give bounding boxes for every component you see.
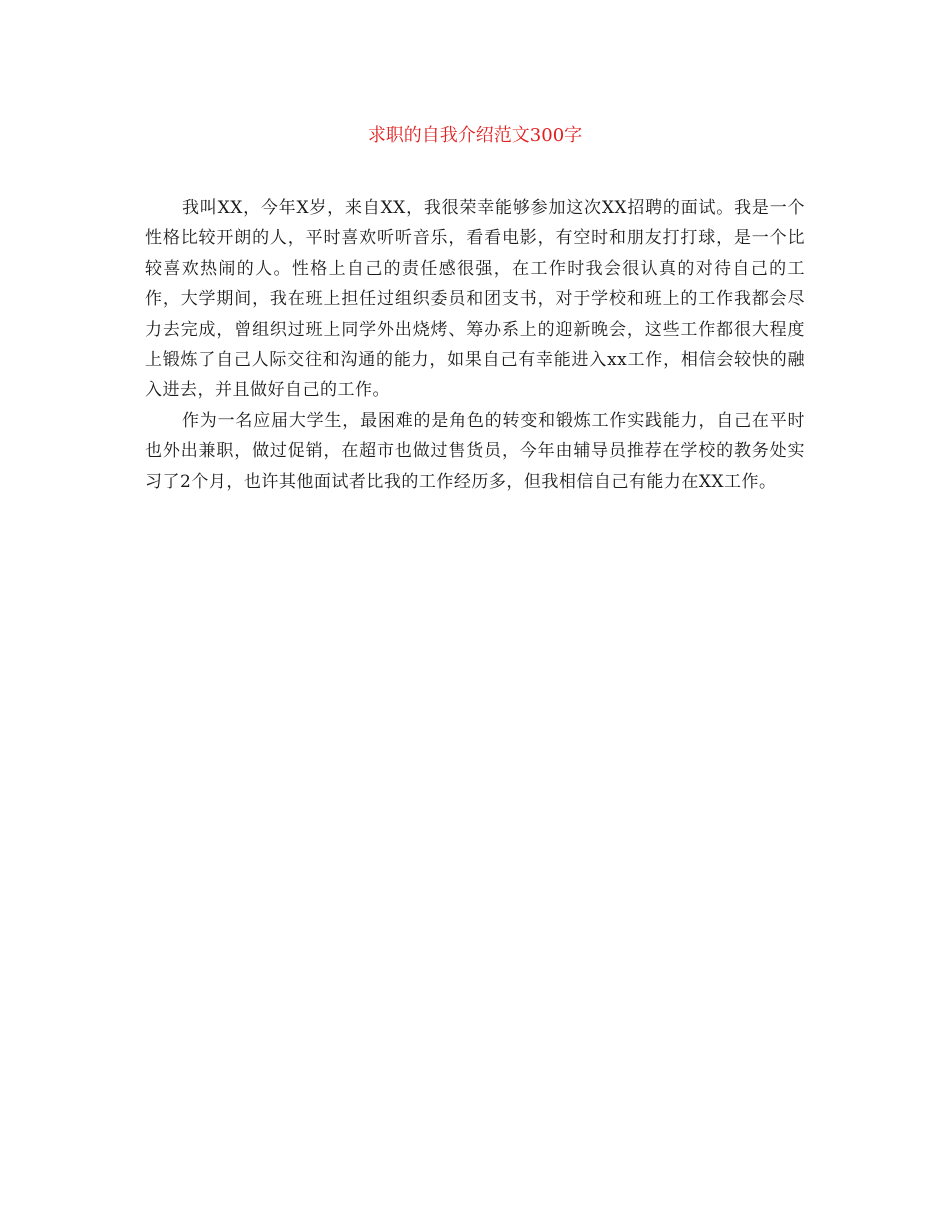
paragraph-2: 作为一名应届大学生，最困难的是角色的转变和锻炼工作实践能力，自己在平时也外出兼职，做过促销，在超市也做过售货员，今年由辅导员推荐在学校的教务处实习了2个月，也许其他面试者比我的工作经历多，但我相信自己有能力在XX工作。	[145, 410, 805, 492]
paragraph-1: 我叫XX，今年X岁，来自XX，我很荣幸能够参加这次XX招聘的面试。我是一个性格比较开朗的人，平时喜欢听听音乐，看看电影，有空时和朋友打打球，是一个比较喜欢热闹的人。性格上自己的责任感很强，在工作时我会很认真的对待自己的工作，大学期间，我在班上担任过组织委员和团支书，对于学校和班上的工作我都会尽力去完成，曾组织过班上同学外出烧烤、筹办系上的迎新晚会，这些工作都很大程度上锻炼了自己人际交往和沟通的能力，如果自己有幸能进入xx工作，相信会较快的融入进去，并且做好自己的工作。	[145, 198, 805, 401]
document-body	[145, 193, 805, 497]
document-title: 求职的自我介绍范文300字	[367, 125, 583, 146]
